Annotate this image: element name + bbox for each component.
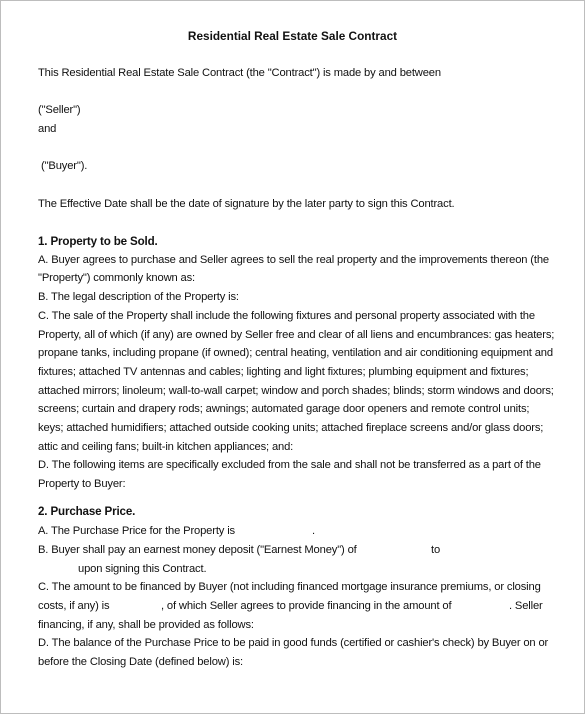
earnest-money-continuation: upon signing this Contract. [78, 563, 207, 575]
seller-label: . Seller [509, 600, 543, 612]
section1-line: B. The legal description of the Property is: [38, 291, 239, 303]
purchase-price-period: . [312, 525, 315, 537]
section1-heading: 1. Property to be Sold. [38, 235, 158, 248]
section1-line: Property, all of which (if any) are owned by Seller free and clear of all liens and encumbrances: gas heaters; [38, 329, 555, 341]
balance-line: before the Closing Date (defined below) is: [38, 656, 243, 668]
section1-line: A. Buyer agrees to purchase and Seller agrees to sell the real property and the improvements thereon (the [38, 254, 549, 266]
section1-line: fixtures; attached TV antennas and cables; lighting and light fixtures; plumbing equipment and fixtures; [38, 366, 529, 378]
financing-line: C. The amount to be financed by Buyer (not including financed mortgage insurance premiums, or closing [38, 581, 541, 593]
seller-financing-text: , of which Seller agrees to provide financing in the amount of [161, 600, 452, 612]
buyer-line: ("Buyer"). [41, 160, 88, 172]
section2-heading: 2. Purchase Price. [38, 505, 136, 518]
section1-line: Property to Buyer: [38, 478, 126, 490]
section1-line: D. The following items are specifically excluded from the sale and shall not be transferred as a part of the [38, 459, 541, 471]
seller-line: ("Seller") [38, 104, 81, 116]
and-line: and [38, 123, 57, 135]
balance-line: D. The balance of the Purchase Price to be paid in good funds (certified or cashier's check) by Buyer on or [38, 637, 549, 649]
section1-line: screens; curtain and drapery rods; awnings; automated garage door openers and remote control units; [38, 403, 530, 415]
section1-line: attic and ceiling fans; built-in kitchen appliances; and: [38, 441, 294, 453]
section1-line: C. The sale of the Property shall include the following fixtures and personal property associated with the [38, 310, 535, 322]
section1-line: propane tanks, including propane (if owned); central heating, ventilation and air conditioning equipment and [38, 347, 553, 359]
document-title: Residential Real Estate Sale Contract [187, 29, 398, 43]
section1-line: keys; attached humidifiers; attached outside cooking units; attached fireplace screens and/or glass doors; [38, 422, 544, 434]
section1-line: "Property") commonly known as: [38, 272, 196, 284]
effective-date-paragraph: The Effective Date shall be the date of signature by the later party to sign this Contract. [38, 198, 455, 210]
financing-amount-label: costs, if any) is [38, 600, 110, 612]
purchase-price-line: A. The Purchase Price for the Property is [38, 525, 235, 537]
earnest-money-line: B. Buyer shall pay an earnest money deposit ("Earnest Money") of [38, 544, 357, 556]
financing-terms-line: financing, if any, shall be provided as follows: [38, 619, 254, 631]
section1-line: attached mirrors; linoleum; wall-to-wall carpet; window and porch shades; blinds; storm windows and doors; [38, 385, 554, 397]
earnest-money-to: to [431, 544, 441, 556]
intro-paragraph: This Residential Real Estate Sale Contract (the "Contract") is made by and between [38, 67, 441, 79]
